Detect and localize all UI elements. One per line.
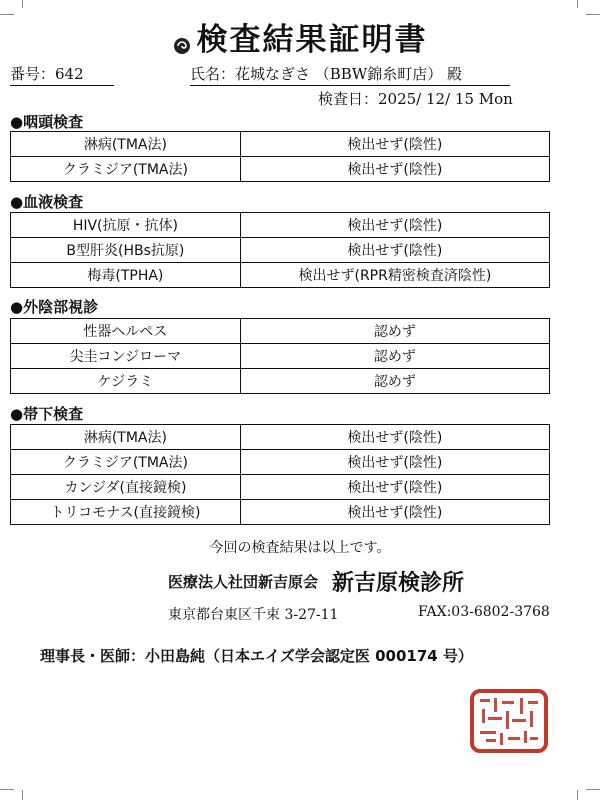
table-row — [11, 425, 550, 450]
table-row — [11, 500, 550, 525]
crop-mark-bottom-left — [14, 790, 23, 800]
test-name-cell: クラミジア(TMA法) — [11, 450, 241, 475]
document-title: 検査結果証明書 — [196, 22, 428, 58]
test-result-cell: 検出せず(RPR精密検査済陰性) — [240, 263, 549, 288]
table-row — [11, 450, 550, 475]
results-table-discharge — [10, 424, 550, 525]
director-signature-line: 理事長・医師：小田島純（日本エイズ学会認定医 000174 号） — [40, 647, 473, 665]
section-heading-blood: ●血液検査 — [10, 193, 84, 211]
table-row — [11, 213, 550, 238]
results-table-external — [10, 318, 550, 394]
section-heading-discharge: ●帯下検査 — [10, 405, 84, 423]
crop-mark-bottom-right — [577, 790, 586, 800]
table-row — [11, 344, 550, 369]
clinic-fax: FAX:03-6802-3768 — [418, 604, 550, 620]
test-result-cell: 検出せず(陰性) — [240, 157, 549, 182]
exam-date: 検査日：2025/ 12/ 15 Mon — [318, 90, 513, 108]
test-name-cell: 梅毒(TPHA) — [11, 263, 241, 288]
test-name-cell: HIV(抗原・抗体) — [11, 213, 241, 238]
test-result-cell: 認めず — [240, 344, 549, 369]
test-result-cell: 認めず — [240, 319, 549, 344]
test-name-cell: 淋病(TMA法) — [11, 132, 241, 157]
test-name-cell: B型肝炎(HBs抗原) — [11, 238, 241, 263]
certificate-number: 番号：642 — [10, 63, 114, 86]
results-table-blood — [10, 212, 550, 288]
test-result-cell: 検出せず(陰性) — [240, 238, 549, 263]
crop-mark-top-right — [577, 0, 586, 8]
test-name-cell: 淋病(TMA法) — [11, 425, 241, 450]
table-row — [11, 238, 550, 263]
patient-name: 氏名：花城なぎさ （BBW錦糸町店） 殿 — [190, 63, 510, 86]
test-result-cell: 認めず — [240, 369, 549, 394]
clinic-contact — [168, 604, 550, 624]
test-result-cell: 検出せず(陰性) — [240, 450, 549, 475]
table-row — [11, 132, 550, 157]
table-row — [11, 475, 550, 500]
clinic-corporation: 医療法人社団新吉原会 — [168, 573, 319, 591]
test-name-cell: クラミジア(TMA法) — [11, 157, 241, 182]
test-name-cell: トリコモナス(直接鏡検) — [11, 500, 241, 525]
official-seal-stamp — [470, 689, 548, 753]
clinic-block — [168, 566, 464, 597]
test-name-cell: 性器ヘルペス — [11, 319, 241, 344]
document-header — [0, 14, 600, 59]
test-name-cell: 尖圭コンジローマ — [11, 344, 241, 369]
test-result-cell: 検出せず(陰性) — [240, 132, 549, 157]
crop-mark-bottom-right-h — [586, 789, 600, 790]
section-heading-throat: ●咽頭検査 — [10, 113, 84, 131]
table-row — [11, 157, 550, 182]
test-name-cell: カンジダ(直接鏡検) — [11, 475, 241, 500]
test-result-cell: 検出せず(陰性) — [240, 425, 549, 450]
table-row — [11, 369, 550, 394]
closing-statement: 今回の検査結果は以上です。 — [209, 540, 391, 556]
crop-mark-top-left — [14, 0, 23, 8]
table-row — [11, 263, 550, 288]
test-result-cell: 検出せず(陰性) — [240, 213, 549, 238]
clinic-name: 新吉原検診所 — [332, 570, 465, 596]
table-row — [11, 319, 550, 344]
test-name-cell: ケジラミ — [11, 369, 241, 394]
swirl-icon — [173, 37, 191, 55]
test-result-cell: 検出せず(陰性) — [240, 475, 549, 500]
results-table-throat — [10, 131, 550, 182]
clinic-address: 東京都台東区千束 3-27-11 — [168, 607, 339, 623]
section-heading-external: ●外陰部視診 — [10, 298, 99, 316]
test-result-cell: 検出せず(陰性) — [240, 500, 549, 525]
crop-mark-bottom-left-h — [0, 789, 14, 790]
